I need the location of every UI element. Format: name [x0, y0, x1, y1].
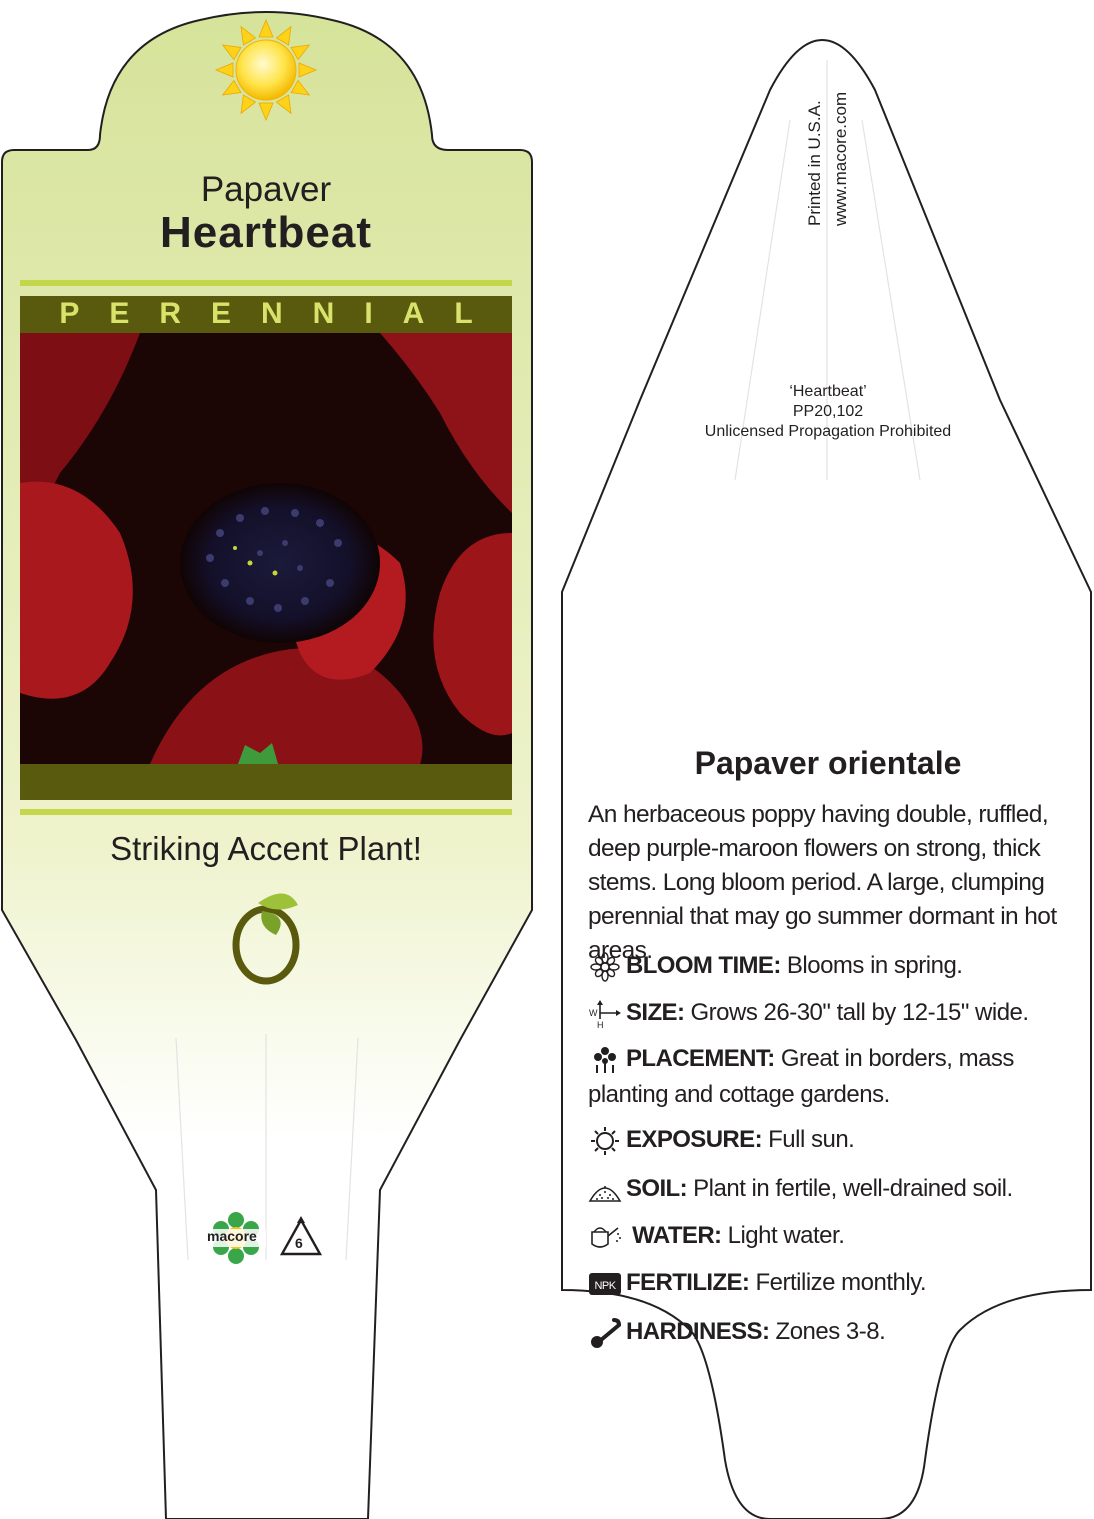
attr-soil: [588, 1171, 1068, 1207]
attr-water: [588, 1218, 1068, 1254]
flower-photo: [20, 333, 512, 764]
attr-size: [588, 995, 1068, 1031]
attr-label: SIZE:: [626, 999, 685, 1026]
poppy-image: [20, 333, 512, 764]
watering-can-icon: [588, 1222, 622, 1252]
printed-country: Printed in U.S.A.: [805, 100, 824, 226]
genus-name: Papaver: [200, 170, 332, 209]
legal-patent: PP20,102: [792, 403, 864, 420]
attr-label: SOIL:: [626, 1175, 687, 1202]
placement-icon: [588, 1045, 622, 1075]
recycle-code: 6: [295, 1235, 303, 1251]
attr-label: HARDINESS:: [626, 1318, 770, 1345]
attr-label: EXPOSURE:: [626, 1126, 762, 1153]
attr-label: BLOOM TIME:: [626, 952, 781, 979]
attr-placement: [588, 1041, 1068, 1113]
scientific-name: Papaver orientale: [694, 745, 962, 781]
printed-info: [805, 66, 850, 236]
attr-value: Grows 26-30" tall by 12-15" wide.: [690, 999, 1029, 1026]
attr-value: Full sun.: [768, 1126, 855, 1153]
tagline: Striking Accent Plant!: [110, 830, 422, 867]
thermometer-icon: [588, 1318, 622, 1348]
legal-name: ‘Heartbeat’: [789, 383, 867, 400]
plant-description: An herbaceous poppy having double, ruffled, deep purple-maroon flowers on strong, thick stems. Long bloom period. A large, clumping perennial that may go summer dormant in hot areas.: [588, 801, 1057, 964]
npk-icon-text: NPK: [594, 1279, 616, 1292]
attr-label: WATER:: [632, 1222, 722, 1249]
attr-value: Zones 3-8.: [775, 1318, 886, 1345]
size-icon: [588, 999, 622, 1029]
attr-label: PLACEMENT:: [626, 1045, 775, 1072]
attr-value: Blooms in spring.: [786, 952, 963, 979]
attr-exposure: [588, 1122, 1068, 1158]
cultivar-name: Heartbeat: [160, 208, 372, 257]
soil-icon: [588, 1175, 622, 1205]
attr-value: Fertilize monthly.: [755, 1269, 927, 1296]
attr-value: Plant in fertile, well-drained soil.: [693, 1175, 1013, 1202]
brand-name: macore: [207, 1228, 257, 1244]
accent-line-bottom: [20, 809, 512, 815]
legal-block: [640, 382, 1016, 442]
attr-value: Light water.: [727, 1222, 845, 1249]
legal-notice: Unlicensed Propagation Prohibited: [704, 423, 952, 440]
attr-hardiness: [588, 1314, 1068, 1350]
npk-icon: [588, 1269, 622, 1299]
size-icon-h: H: [597, 1019, 603, 1029]
size-icon-w: W: [589, 1007, 597, 1018]
attr-label: FERTILIZE:: [626, 1269, 750, 1296]
attr-fertilize: [588, 1265, 1068, 1301]
accent-line-top: [20, 280, 512, 286]
sun-exposure-icon: [588, 1126, 622, 1156]
bottom-band: [20, 764, 512, 800]
plant-type-label: PERENNIAL: [59, 297, 503, 330]
printed-website: www.macore.com: [831, 91, 850, 226]
attr-bloom-time: [588, 948, 1068, 984]
flower-icon: [588, 952, 622, 982]
attr-value: Great in borders, mass planting and cottage gardens.: [588, 1045, 1014, 1108]
